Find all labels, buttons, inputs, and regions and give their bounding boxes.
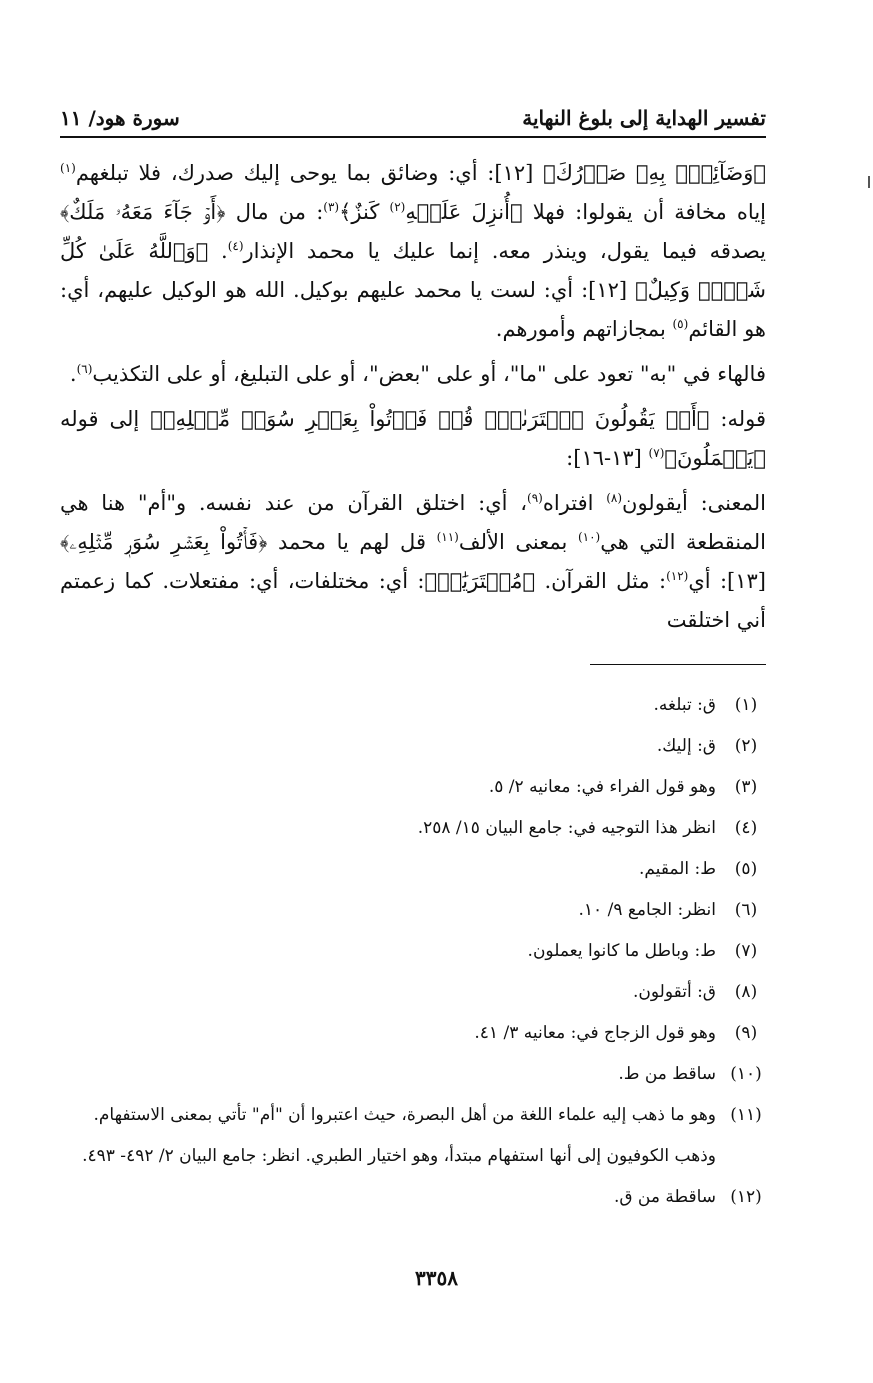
text-run: [١٣]: أي xyxy=(688,569,766,593)
margin-mark xyxy=(868,176,870,188)
text-run: قل لهم يا محمد xyxy=(267,530,437,554)
text-run: [١٣-١٦]: xyxy=(566,446,649,470)
footnote-item xyxy=(60,726,766,767)
footnote-number: (٩) xyxy=(734,1023,758,1043)
surah-label: سورة هود/ ١١ xyxy=(60,106,180,130)
footnote-text: ق: تبلغه. xyxy=(653,695,716,715)
footnote-text: ق: إليك. xyxy=(656,736,716,756)
footnote-ref: (٢) xyxy=(389,200,406,214)
text-run: بمجازاتهم وأمورهم. xyxy=(495,317,673,341)
page-number: ٣٣٥٨ xyxy=(415,1266,458,1290)
footnote-item xyxy=(60,1095,766,1177)
paragraph-4 xyxy=(60,484,766,640)
footnote-number: (٨) xyxy=(734,982,758,1002)
quran-quote: ﴿أَمۡ يَقُولُونَ ٱفۡتَرَىٰهُۖ قُلۡ فَأۡتُواْ بِعَشۡرِ سُوَرٖ مِّثۡلِهِۦ﴾ xyxy=(150,407,710,431)
footnote-text: ط: المقيم. xyxy=(638,859,716,879)
footnote-ref: (٤) xyxy=(227,239,244,253)
footnote-item xyxy=(60,849,766,890)
quran-quote: ﴿وَضَآئِقُۢ بِهِۦ صَدۡرُكَ﴾ xyxy=(543,161,766,185)
text-run: المعنى: أيقولون xyxy=(622,491,767,515)
footnote-ref: (١٢) xyxy=(666,569,689,583)
text-run: يصدقه فيما يقول، وينذر معه. إنما عليك يا محمد الإنذار xyxy=(243,239,767,263)
footnote-number: (٢) xyxy=(734,736,758,756)
footnote-text: انظر هذا التوجيه في: جامع البيان ١٥/ ٢٥٨. xyxy=(417,818,716,838)
text-run: افتراه xyxy=(542,491,607,515)
page xyxy=(60,96,766,1218)
text-run: قوله: xyxy=(709,407,767,431)
text-run: : أي: مختلفات، أي: مفتعلات. كما زعمتم أني اختلقت xyxy=(60,569,766,632)
main-text xyxy=(60,154,766,640)
text-run: : من مال xyxy=(225,200,324,224)
paragraph-3 xyxy=(60,400,766,478)
text-run: . xyxy=(69,362,77,386)
book-title: تفسير الهداية إلى بلوغ النهاية xyxy=(522,106,766,130)
footnote-item xyxy=(60,767,766,808)
text-run: . xyxy=(208,239,228,263)
text-run: [١٢]: أي: لست يا محمد عليهم بوكيل. الله هو الوكيل عليهم، أي: هو القائم xyxy=(60,278,766,341)
footnote-divider xyxy=(590,664,766,665)
text-run: ، أي: اختلق القرآن من عند نفسه. و"أم" هنا هي المنقطعة التي هي xyxy=(60,491,766,554)
text-run: إياه مخافة أن يقولوا: فهلا xyxy=(522,200,767,224)
footnote-text: انظر: الجامع ٩/ ١٠. xyxy=(578,900,716,920)
text-run: بمعنى الألف xyxy=(458,530,578,554)
footnote-text: ساقط من ط. xyxy=(618,1064,716,1084)
footnotes xyxy=(60,685,766,1218)
footnote-text: وهو قول الزجاج في: معانيه ٣/ ٤١. xyxy=(474,1023,716,1043)
quran-quote: ﴿أُنزِلَ عَلَيۡهِ xyxy=(405,200,523,224)
footnote-item xyxy=(60,1054,766,1095)
footnote-number: (٥) xyxy=(734,859,758,879)
footnote-item xyxy=(60,972,766,1013)
footnote-ref: (١) xyxy=(60,161,76,175)
paragraph-2 xyxy=(60,355,766,394)
footnote-ref: (٩) xyxy=(527,491,543,505)
text-run: : مثل القرآن. xyxy=(535,569,667,593)
footnote-ref: (١١) xyxy=(436,530,459,544)
footnote-number: (١١) xyxy=(730,1105,762,1125)
quran-quote: ﴿أَوۡ جَآءَ مَعَهُۥ مَلَكٌ﴾ xyxy=(60,200,226,224)
running-header xyxy=(60,96,766,138)
footnote-number: (١٢) xyxy=(730,1187,762,1207)
quran-quote: كَنزٌ﴾ xyxy=(339,200,390,224)
footnote-item xyxy=(60,808,766,849)
footnote-number: (٤) xyxy=(734,818,758,838)
quran-quote: ﴿مُفۡتَرَيَٰتٖ﴾ xyxy=(424,569,536,593)
footnote-number: (٣) xyxy=(734,777,758,797)
footnote-ref: (٥) xyxy=(672,317,689,331)
footnote-ref: (٦) xyxy=(76,362,93,376)
footnote-number: (٦) xyxy=(734,900,758,920)
footnote-ref: (٣) xyxy=(323,200,340,214)
text-run: فالهاء في "به" تعود على "ما"، أو على "بعض"، أو على التبليغ، أو على التكذيب xyxy=(92,362,766,386)
footnote-item xyxy=(60,1177,766,1218)
quran-quote: ﴿فَأۡتُواْ بِعَشۡرِ سُوَرٖ مِّثۡلِهِۦ﴾ xyxy=(60,530,268,554)
footnote-number: (١٠) xyxy=(730,1064,762,1084)
footnote-text: وهو ما ذهب إليه علماء اللغة من أهل البصرة، حيث اعتبروا أن "أم" تأتي بمعنى الاستفهام. وذهب الكوفيون إلى أنها استفهام مبتدأ، وهو اختيار الطبري. انظر: جامع البيان ٢/ ٤٩٢- ٤٩٣. xyxy=(82,1105,716,1166)
paragraph-1 xyxy=(60,154,766,349)
footnote-text: ق: أتقولون. xyxy=(632,982,716,1002)
footnote-ref: (٧) xyxy=(648,446,665,460)
footnote-item xyxy=(60,931,766,972)
text-run: [١٢]: أي: وضائق بما يوحى إليك صدرك، فلا تبلغهم xyxy=(75,161,544,185)
footnote-item xyxy=(60,890,766,931)
footnote-text: وهو قول الفراء في: معانيه ٢/ ٥. xyxy=(488,777,716,797)
footnote-number: (٧) xyxy=(734,941,758,961)
quran-quote: ﴿وَٱللَّهُ عَلَىٰ كُلِّ شَيۡءٖ وَكِيلٌ﴾ xyxy=(60,239,766,302)
footnote-ref: (٨) xyxy=(606,491,623,505)
footnote-item xyxy=(60,1013,766,1054)
footnote-ref: (١٠) xyxy=(577,530,601,544)
footnote-text: ساقطة من ق. xyxy=(613,1187,716,1207)
text-run: إلى قوله xyxy=(60,407,151,431)
quran-quote: ﴿يَعۡمَلُونَ﴾ xyxy=(664,446,766,470)
footnote-text: ط: وباطل ما كانوا يعملون. xyxy=(527,941,716,961)
footnote-item xyxy=(60,685,766,726)
footnote-number: (١) xyxy=(734,695,758,715)
